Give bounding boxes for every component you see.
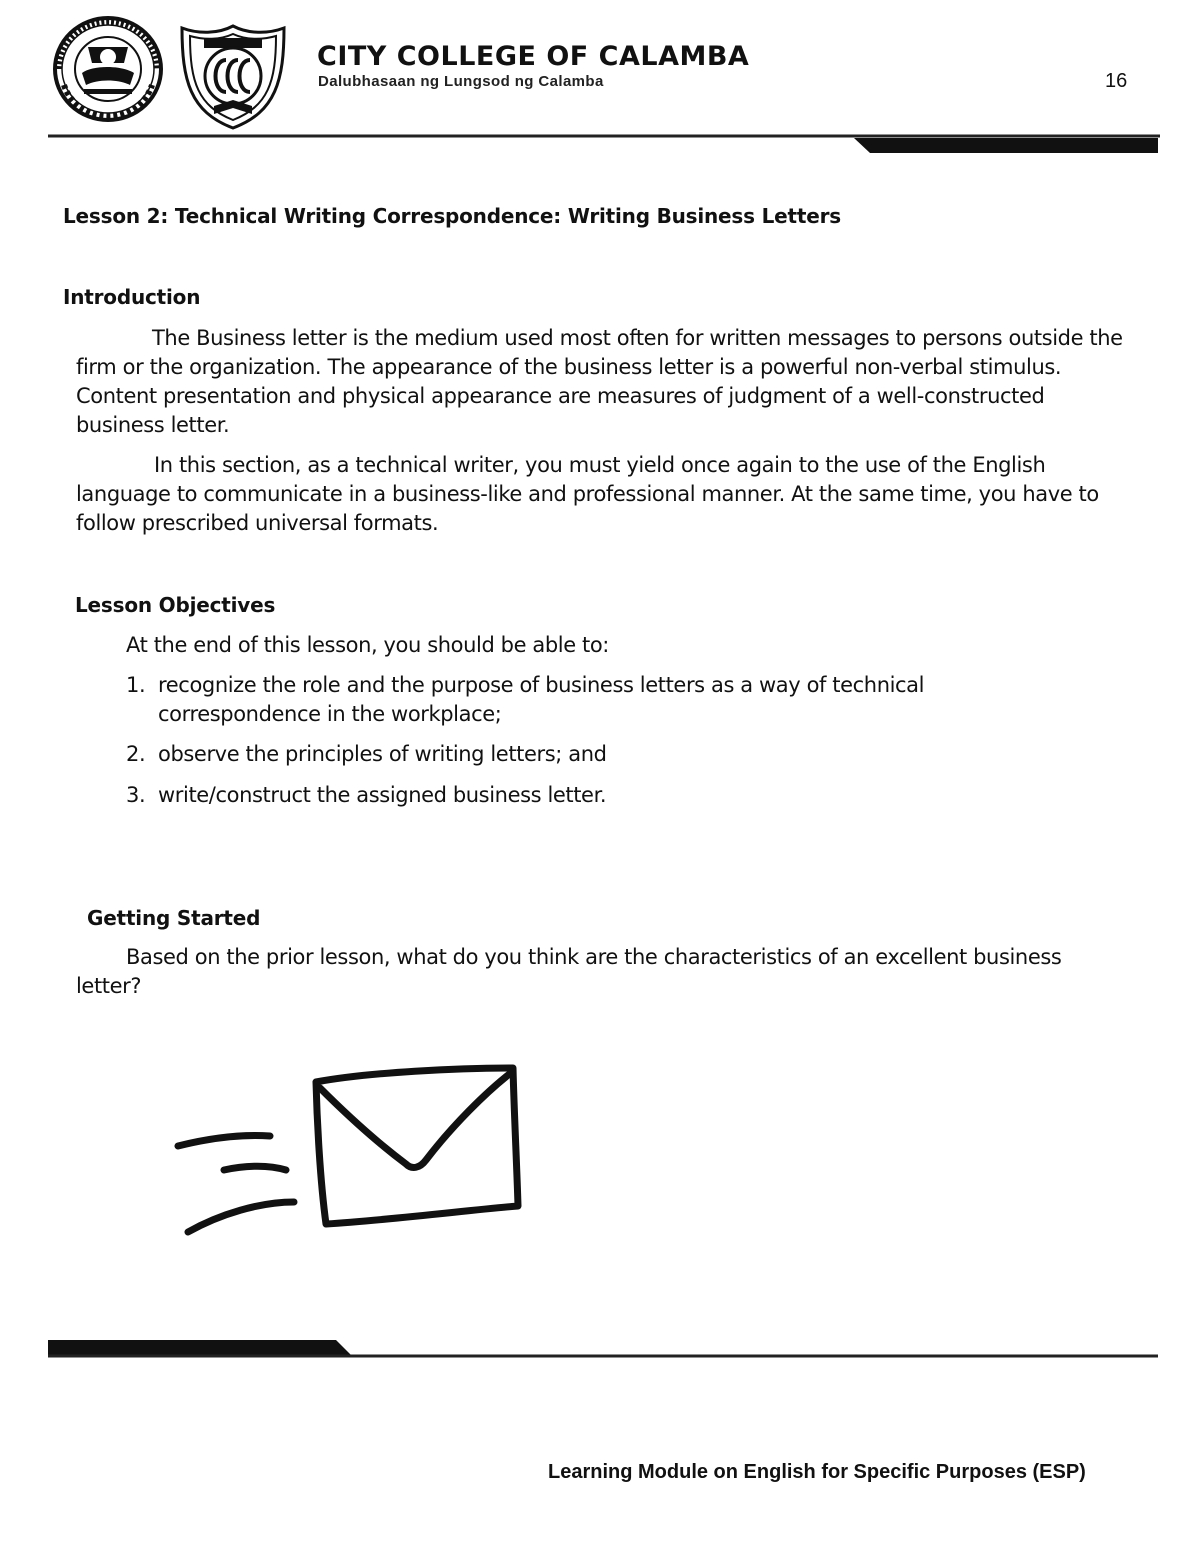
objective-item <box>126 781 1066 811</box>
introduction-paragraph-2: In this section, as a technical writer, you must yield once again to the use of the English language to communicate in a business-like and professional manner. At the same time, you have to follow prescribed universal formats. <box>76 453 1099 535</box>
college-name: CITY COLLEGE OF CALAMBA <box>317 41 750 72</box>
footer-divider <box>48 1338 1160 1360</box>
getting-started-text: Based on the prior lesson, what do you think are the characteristics of an excellent business letter? <box>76 945 1062 998</box>
header-divider <box>48 133 1160 155</box>
envelope-icon <box>170 1060 530 1240</box>
ccc-shield-logo-icon <box>178 20 288 132</box>
objective-item <box>126 740 1066 770</box>
city-seal-icon <box>52 15 164 123</box>
introduction-heading: Introduction <box>63 285 201 309</box>
lesson-title: Lesson 2: Technical Writing Correspondence: Writing Business Letters <box>63 204 841 228</box>
footer-text: Learning Module on English for Specific Purposes (ESP) <box>548 1461 1086 1483</box>
objective-text: observe the principles of writing letters; and <box>158 742 607 766</box>
getting-started-heading: Getting Started <box>87 906 261 930</box>
objective-number: 1. <box>126 673 146 697</box>
objectives-lead: At the end of this lesson, you should be able to: <box>126 633 609 657</box>
objective-number: 3. <box>126 783 146 807</box>
objectives-heading: Lesson Objectives <box>75 593 276 617</box>
objective-item <box>126 671 1066 731</box>
introduction-paragraph-1: The Business letter is the medium used most often for written messages to persons outside the firm or the organization. The appearance of the business letter is a powerful non-verbal stimulus. Content presentation and physical appearance are measures of judgment of a well-constructed business letter. <box>76 326 1123 437</box>
page-number: 16 <box>1105 70 1128 92</box>
college-subtitle: Dalubhasaan ng Lungsod ng Calamba <box>318 73 604 90</box>
objective-number: 2. <box>126 742 146 766</box>
objective-text: write/construct the assigned business letter. <box>158 783 607 807</box>
objective-text: recognize the role and the purpose of business letters as a way of technical correspondence in the workplace; <box>158 673 925 726</box>
